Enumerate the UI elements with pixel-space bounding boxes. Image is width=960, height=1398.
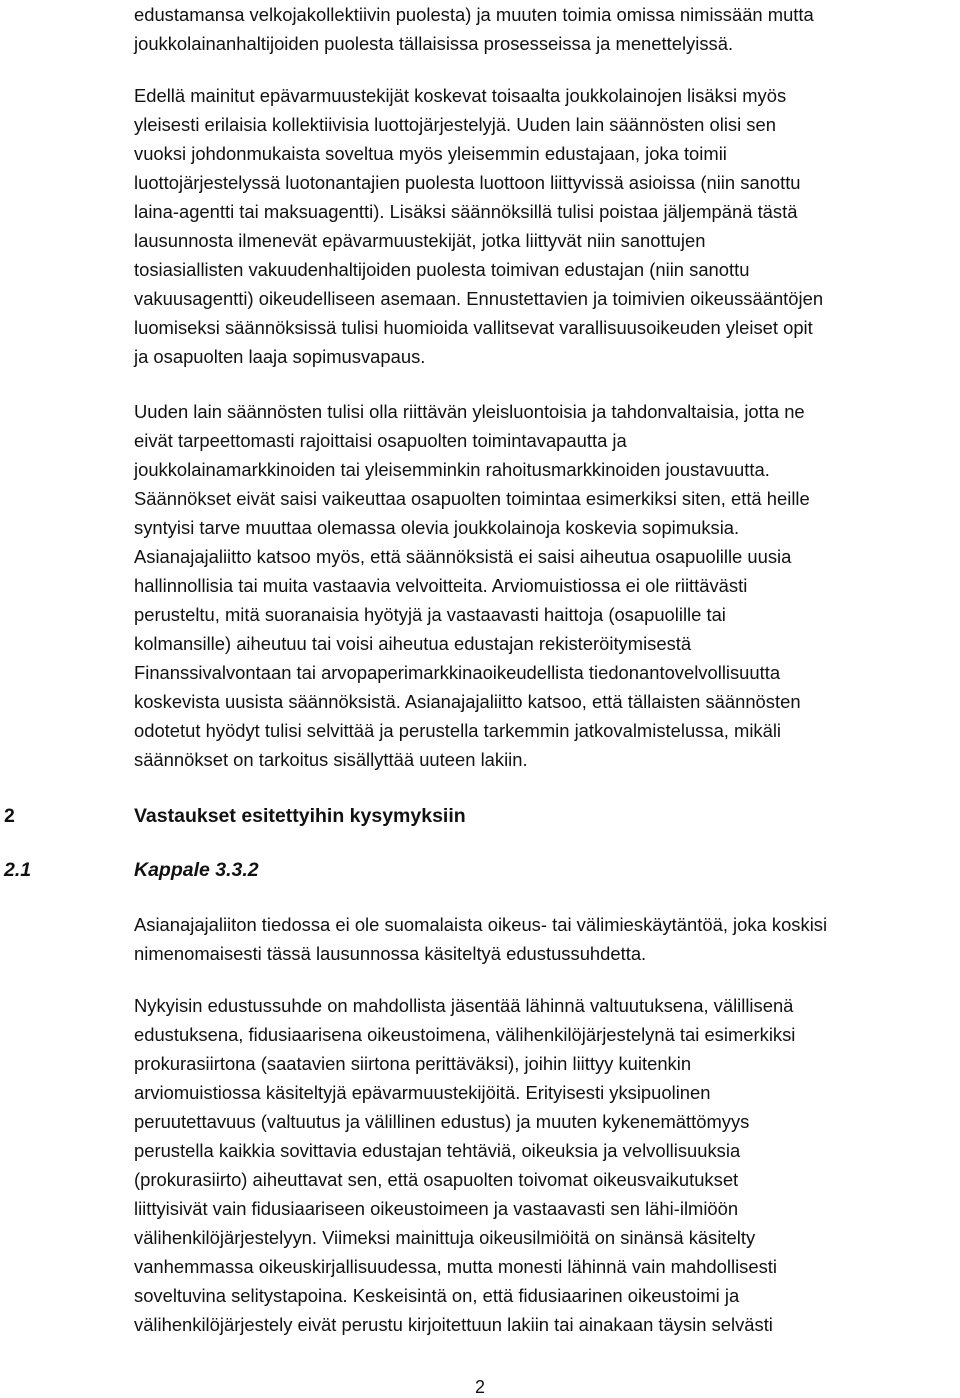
- text-line: prokurasiirtona (saatavien siirtona perittäväksi), joihin liittyy kuitenkin: [134, 1053, 692, 1074]
- text-line: Edellä mainitut epävarmuustekijät koskevat toisaalta joukkolainojen lisäksi myös: [134, 85, 787, 106]
- text-line: vanhemmassa oikeuskirjallisuudessa, mutta monesti lähinnä vain mahdollisesti: [134, 1256, 777, 1277]
- text-line: edustuksena, fidusiaarisena oikeustoimena, välihenkilöjärjestelynä tai esimerkiksi: [134, 1024, 796, 1045]
- text-line: välihenkilöjärjestely eivät perustu kirjoitettuun lakiin tai ainakaan täysin selvästi: [134, 1314, 773, 1335]
- paragraph-no-case-law: [134, 910, 960, 968]
- text-line: Säännökset eivät saisi vaikeuttaa osapuolten toimintaa esimerkiksi siten, että heille: [134, 488, 810, 509]
- text-line: joukkolainamarkkinoiden tai yleisemminkin rahoitusmarkkinoiden joustavuutta.: [134, 459, 770, 480]
- paragraph-uncertainties: [134, 81, 960, 371]
- text-line: odotetut hyödyt tulisi selvittää ja perustella tarkemmin jatkovalmistelussa, mikäli: [134, 720, 782, 741]
- text-line: Nykyisin edustussuhde on mahdollista jäsentää lähinnä valtuutuksena, välillisenä: [134, 995, 794, 1016]
- text-line: syntyisi tarve muuttaa olemassa olevia joukkolainoja koskevia sopimuksia.: [134, 517, 740, 538]
- text-line: lausunnosta ilmenevät epävarmuustekijät, jotka liittyvät niin sanottujen: [134, 230, 706, 251]
- text-line: (prokurasiirto) aiheuttavat sen, että osapuolten toivomat oikeusvaikutukset: [134, 1169, 739, 1190]
- text-line: joukkolainanhaltijoiden puolesta tällaisissa prosesseissa ja menettelyissä.: [134, 33, 734, 54]
- text-line: yleisesti erilaisia kollektiivisia luottojärjestelyjä. Uuden lain säännösten olisi sen: [134, 114, 776, 135]
- text-line: välihenkilöjärjestelyyn. Viimeksi mainittuja oikeusilmiöitä on sinänsä käsitelty: [134, 1227, 756, 1248]
- text-line: perusteltu, mitä suoranaisia hyötyjä ja vastaavasti haittoja (osapuolille tai: [134, 604, 726, 625]
- subsection-title: Kappale 3.3.2: [134, 859, 259, 881]
- page-number: 2: [474, 1377, 485, 1397]
- text-line: soveltuvina selitystapoina. Keskeisintä on, että fidusiaarinen oikeustoimi ja: [134, 1285, 740, 1306]
- text-line: Asianajajaliiton tiedossa ei ole suomalaista oikeus- tai välimieskäytäntöä, joka koskisi: [134, 914, 828, 935]
- section-number: 2: [4, 805, 15, 827]
- subsection-number: 2.1: [4, 859, 32, 881]
- text-line: tosiasiallisten vakuudenhaltijoiden puolesta toimivan edustajan (niin sanottu: [134, 259, 750, 280]
- paragraph-current-representation: [134, 991, 960, 1339]
- text-line: Uuden lain säännösten tulisi olla riittävän yleisluontoisia ja tahdonvaltaisia, jotta ne: [134, 401, 805, 422]
- text-line: perustella kaikkia sovittavia edustajan tehtäviä, oikeuksia ja velvollisuuksia: [134, 1140, 741, 1161]
- text-line: luomiseksi säännöksissä tulisi huomioida vallitsevat varallisuusoikeuden yleiset opit: [134, 317, 813, 338]
- text-line: hallinnollisia tai muita vastaavia velvoitteita. Arviomuistiossa ei ole riittävästi: [134, 575, 748, 596]
- text-line: peruutettavuus (valtuutus ja välillinen edustus) ja muuten kykenemättömyys: [134, 1111, 750, 1132]
- text-line: Finanssivalvontaan tai arvopaperimarkkinaoikeudellista tiedonantovelvollisuutta: [134, 662, 781, 683]
- text-line: vakuusagentti) oikeudelliseen asemaan. Ennustettavien ja toimivien oikeussääntöjen: [134, 288, 824, 309]
- text-line: koskevista uusista säännöksistä. Asianajajaliitto katsoo, että tällaisten säännösten: [134, 691, 801, 712]
- paragraph-general-provisions: [134, 397, 960, 774]
- text-line: vuoksi johdonmukaista soveltua myös yleisemmin edustajaan, joka toimii: [134, 143, 727, 164]
- text-line: nimenomaisesti tässä lausunnossa käsiteltyä edustussuhdetta.: [134, 943, 647, 964]
- text-line: Asianajajaliitto katsoo myös, että säännöksistä ei saisi aiheutua osapuolille uusia: [134, 546, 792, 567]
- text-line: edustamansa velkojakollektiivin puolesta) ja muuten toimia omissa nimissään mutta: [134, 4, 814, 25]
- text-line: säännökset on tarkoitus sisällyttää uuteen lakiin.: [134, 749, 528, 770]
- text-line: arviomuistiossa käsiteltyjä epävarmuustekijöitä. Erityisesti yksipuolinen: [134, 1082, 711, 1103]
- text-line: ja osapuolten laaja sopimusvapaus.: [134, 346, 426, 367]
- paragraph-continuation: [134, 0, 960, 58]
- text-line: luottojärjestelyssä luotonantajien puolesta luottoon liittyvissä asioissa (niin sanottu: [134, 172, 801, 193]
- text-line: liittyisivät vain fidusiaariseen oikeustoimeen ja vastaavasti sen lähi-ilmiöön: [134, 1198, 739, 1219]
- section-title: Vastaukset esitettyihin kysymyksiin: [134, 805, 466, 827]
- text-line: kolmansille) aiheutuu tai voisi aiheutua edustajan rekisteröitymisestä: [134, 633, 692, 654]
- text-line: laina-agentti tai maksuagentti). Lisäksi säännöksillä tulisi poistaa jäljempänä tästä: [134, 201, 798, 222]
- text-line: eivät tarpeettomasti rajoittaisi osapuolten toimintavapautta ja: [134, 430, 627, 451]
